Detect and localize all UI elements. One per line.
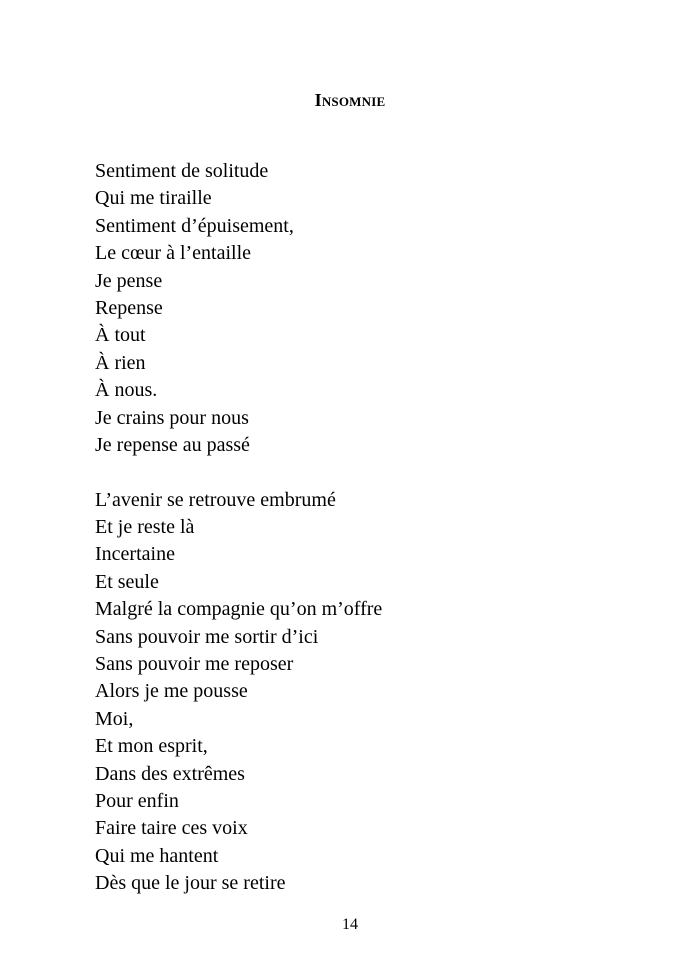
poem-line: Qui me hantent: [95, 844, 219, 867]
poem-line: À rien: [95, 351, 146, 374]
poem-line: Dès que le jour se retire: [95, 872, 286, 895]
stanza-1: [95, 158, 382, 459]
poem-line: Incertaine: [95, 543, 175, 566]
poem-line: Et mon esprit,: [95, 735, 208, 758]
poem-line: Moi,: [95, 707, 134, 730]
page-number: 14: [342, 916, 358, 933]
poem-line: Dans des extrêmes: [95, 762, 245, 785]
poem-line: Et seule: [95, 570, 159, 593]
poem-line: À nous.: [95, 379, 158, 402]
poem-title: Insomnie: [314, 90, 386, 110]
poem-line: L’avenir se retrouve embrumé: [95, 488, 336, 511]
poem-line: Alors je me pousse: [95, 680, 248, 703]
poem-line: À tout: [95, 324, 146, 347]
poem-line: Repense: [95, 296, 163, 319]
stanza-2: [95, 487, 382, 898]
poem-line: Faire taire ces voix: [95, 817, 248, 840]
poem-line: Sans pouvoir me sortir d’ici: [95, 625, 319, 648]
poem-body: [95, 158, 382, 925]
poem-line: Je crains pour nous: [95, 406, 249, 429]
poem-line: Et je reste là: [95, 516, 195, 539]
poem-line: Le cœur à l’entaille: [95, 242, 252, 265]
poem-line: Je pense: [95, 269, 163, 292]
poem-line: Sans pouvoir me reposer: [95, 653, 294, 676]
poem-line: Sentiment d’épuisement,: [95, 214, 294, 237]
poem-line: Malgré la compagnie qu’on m’offre: [95, 598, 383, 621]
poem-line: Je repense au passé: [95, 433, 250, 456]
poem-line: Qui me tiraille: [95, 187, 212, 210]
poem-line: Pour enfin: [95, 789, 179, 812]
poem-line: Sentiment de solitude: [95, 160, 269, 182]
